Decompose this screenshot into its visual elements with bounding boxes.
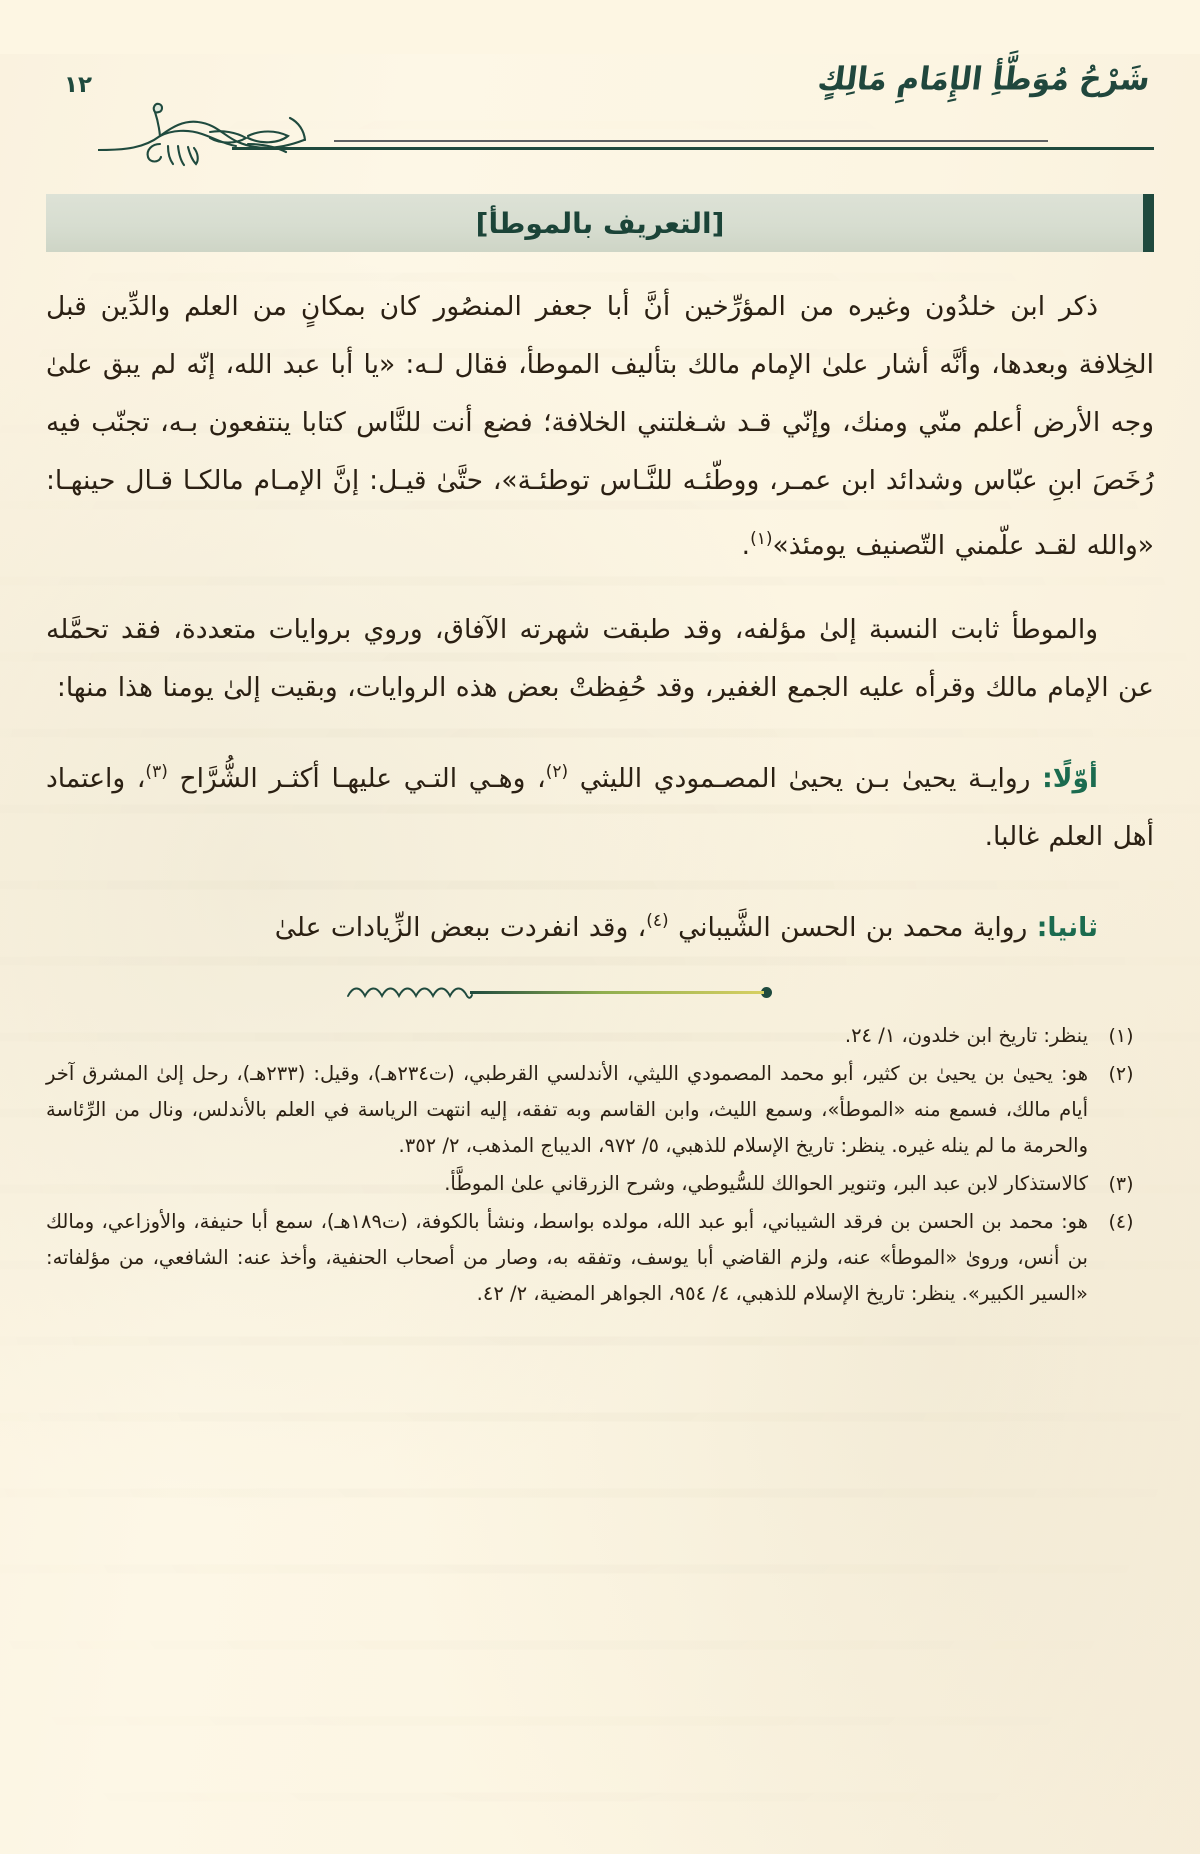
paragraph-1 (46, 278, 1154, 575)
footnote-number: (١) (1108, 1025, 1134, 1048)
floral-vine-ornament (98, 100, 308, 176)
page-number: ١٢ (64, 72, 93, 98)
footnote-text: هو: يحيىٰ بن يحيىٰ بن كثير، أبو محمد المصمودي الليثي، الأندلسي القرطبي، (ت٢٣٤هـ)، وقيل: (٢٣٣هـ)، رحل إلىٰ المشرق آخر أيام مالك، فسمع منه «الموطأ»، وسمع الليث، وابن القاسم وبه تفقه، إليه انتهت الرياسة في العلم بالأندلس، ونال من الرِّئاسة والحرمة ما لم ينله غيره. ينظر: تاريخ الإسلام للذهبي، ٥/ ٩٧٢، الديباج المذهب، ٢/ ٣٥٢. (46, 1062, 1088, 1158)
paragraph-1-text: ذكر ابن خلدُون وغيره من المؤرِّخين أنَّ أبا جعفر المنصُور كان بمكانٍ من العلم والدِّين قبل الخِلافة وبعدها، وأنَّه أشار علىٰ الإمام مالك بتأليف الموطأ، فقال لـه: «يا أبا عبد الله، إنّه لم يبق علىٰ وجه الأرض أعلم منّي ومنك، وإنّي قـد شـغلتني الخلافة؛ فضع أنت للنَّاس كتابا ينتفعون بـه، تجنّب فيه رُخَصَ ابنِ عبّاس وشدائد ابن عمـر، ووطّئـه للنَّـاس توطئـة»، حتَّىٰ قيـل: إنَّ الإمـام مالكـا قـال حينهـا: «والله لقـد علّمني التّصنيف يومئذ» (46, 291, 1154, 561)
header-rule-thick (232, 147, 1154, 150)
paragraph-1-tail: . (741, 529, 751, 561)
paragraph-3 (46, 743, 1154, 866)
footnote-ref-3[interactable]: (٣) (145, 761, 168, 782)
paragraph-4-lead: ثانيا: (1036, 911, 1098, 943)
paragraph-3-text: روايـة يحيىٰ بـن يحيىٰ المصـمودي الليثي (568, 762, 1043, 794)
paragraph-4-text: رواية محمد بن الحسن الشَّيباني (668, 911, 1037, 943)
header-rule-group (46, 126, 1154, 170)
separator-line (470, 991, 764, 994)
footnote-ref-2[interactable]: (٢) (545, 761, 569, 782)
section-banner (46, 194, 1154, 252)
paragraph-2 (46, 601, 1154, 717)
paragraph-4-tail: ، وقد انفردت ببعض الزِّيادات علىٰ (274, 911, 647, 943)
footnote-text: كالاستذكار لابن عبد البر، وتنوير الحوالك للسُّيوطي، وشرح الزرقاني علىٰ الموطَّأ. (444, 1172, 1088, 1196)
footnote-item (46, 1166, 1154, 1202)
footnote-number: (٢) (1108, 1063, 1134, 1086)
paragraph-4 (46, 892, 1154, 957)
footnote-item (46, 1018, 1154, 1054)
page-content (0, 54, 1200, 1312)
header-rule-thin (334, 140, 1048, 142)
paragraph-2-text: والموطأ ثابت النسبة إلىٰ مؤلفه، وقد طبقت شهرته الآفاق، وروي بروايات متعددة، فقد تحمَّله عن الإمام مالك وقرأه عليه الجمع الغفير، وقد حُفِظتْ بعض هذه الروايات، وبقيت إلىٰ يومنا هذا منها: (46, 613, 1154, 703)
footnote-item (46, 1056, 1154, 1164)
footnote-text: هو: محمد بن الحسن بن فرقد الشيباني، أبو عبد الله، مولده بواسط، ونشأ بالكوفة، (ت١٨٩هـ)، سمع أبا حنيفة، والأوزاعي، ومالك بن أنس، وروىٰ «الموطأ» عنه، ولزم القاضي أبا يوسف، وتفقه به، وصار من أصحاب الحنفية، وأخذ عنه: الشافعي، من مؤلفاته: «السير الكبير». ينظر: تاريخ الإسلام للذهبي، ٤/ ٩٥٤، الجواهر المضية، ٢/ ٤٢. (46, 1210, 1088, 1306)
footnote-number: (٣) (1108, 1173, 1134, 1196)
footnote-ref-1[interactable]: (١) (750, 529, 773, 549)
paragraph-3-tail: ، وهـي التـي عليهـا أكثـر الشُّرَّاح (167, 762, 546, 794)
paragraph-3-lead: أوّلًا: (1042, 762, 1099, 794)
body-text (46, 252, 1154, 956)
footnote-number: (٤) (1108, 1211, 1134, 1234)
footnote-item (46, 1204, 1154, 1312)
footnote-text: ينظر: تاريخ ابن خلدون، ١/ ٢٤. (844, 1024, 1088, 1048)
running-head (46, 54, 1154, 172)
footnotes-list (46, 1018, 1154, 1312)
section-title: [التعريف بالموطأ] (475, 206, 725, 240)
footnote-separator (46, 982, 1154, 1008)
book-page (0, 54, 1200, 1854)
footnote-ref-4[interactable]: (٤) (646, 910, 669, 931)
separator-squiggle-icon (346, 984, 474, 1002)
book-title: شَرْحُ مُوَطَّأِ الإِمَامِ مَالِكٍ (816, 60, 1153, 99)
paragraph-3-tail-2: ، واعتماد أهل العلم غالبا. (46, 762, 1154, 852)
